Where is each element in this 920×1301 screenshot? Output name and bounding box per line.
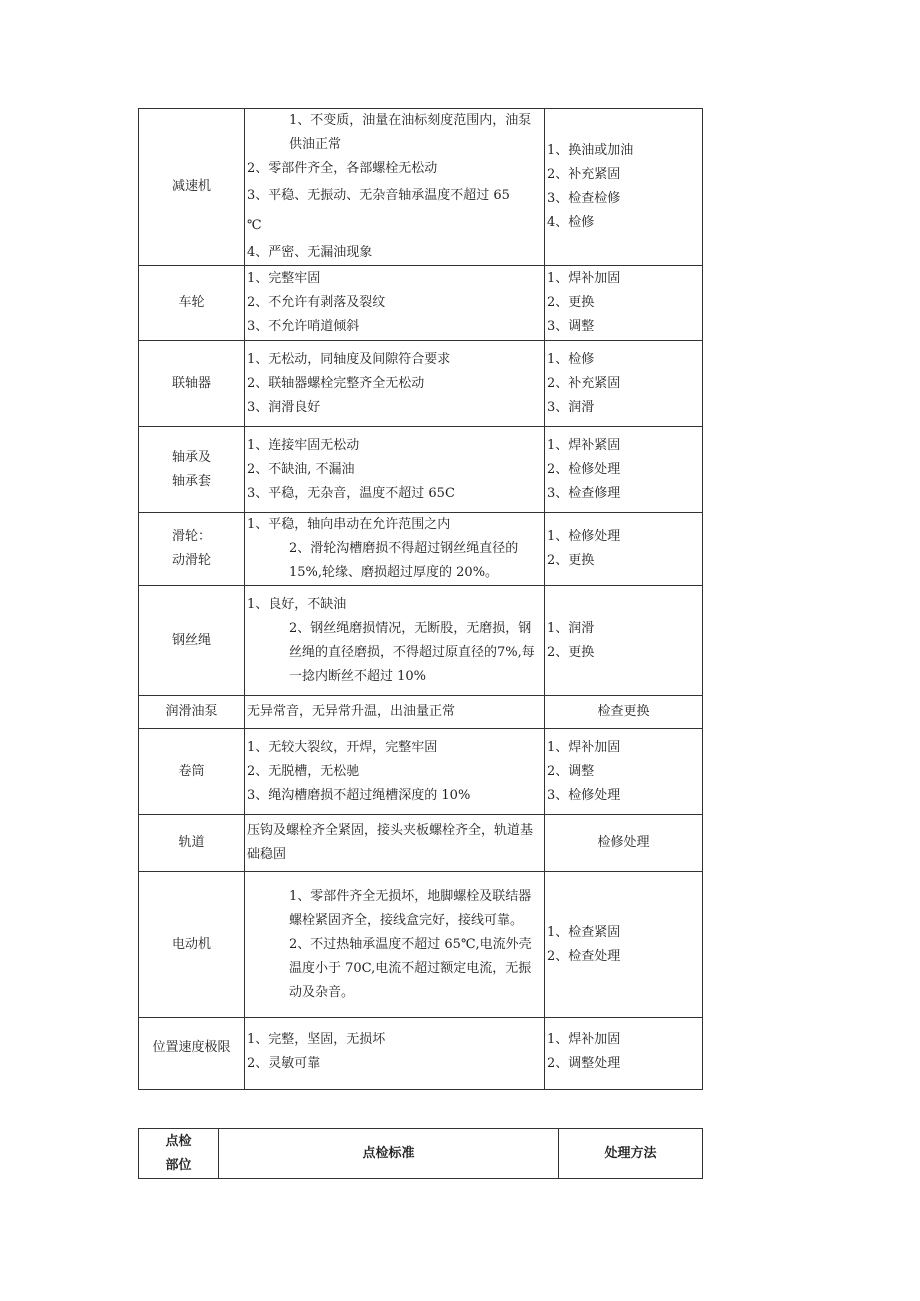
part-name: 卷筒 [178,763,205,779]
part-name: 轴承套 [171,473,211,489]
table-row [139,1018,703,1090]
part-name: 动滑轮 [171,553,211,568]
header-table [138,1128,703,1179]
method-line: 1、焊补加固 [547,271,621,286]
part-cell [139,1018,245,1090]
standard-line: 3、平稳、无振动、无杂音轴承温度不超过 65 ℃ [247,188,510,233]
method-line: 1、检修处理 [547,529,621,544]
method-line: 1、焊补加固 [547,739,621,755]
standard-line: 1、零部件齐全无损坏，地脚螺栓及联结器螺栓紧固齐全，接线盒完好，接线可靠。 [289,888,532,928]
method-line: 2、更换 [547,644,595,660]
standard-line: 压钩及螺栓齐全紧固，接头夹板螺栓齐全，轨道基础稳固 [247,823,534,862]
table-row [139,729,703,815]
standard-line: 3、润滑良好 [247,399,321,415]
method-cell [545,586,703,696]
table-row [139,266,703,341]
standard-line: 2、零部件齐全，各部螺栓无松动 [247,161,438,176]
standard-cell [245,109,545,266]
header-label: 处理方法 [604,1145,657,1161]
method-cell [545,1018,703,1090]
standard-cell [245,815,545,872]
method-line: 3、调整 [547,319,595,334]
method-line: 4、检修 [547,215,595,230]
table-row [139,815,703,872]
standard-line: 2、灵敏可靠 [247,1056,321,1071]
standard-cell [245,872,545,1018]
standard-cell [245,266,545,341]
part-cell [139,586,245,696]
table-row [139,109,703,266]
standard-cell [245,513,545,586]
header-standard [219,1129,559,1179]
method-line: 2、调整 [547,763,595,779]
method-cell [545,872,703,1018]
standard-line: 2、不允许有剥落及裂纹 [247,295,386,310]
header-label: 点检 [165,1133,192,1149]
method-cell [545,815,703,872]
standard-line: 2、不缺油, 不漏油 [247,461,355,477]
standard-line: 1、完整，坚固，无损坏 [247,1032,386,1047]
method-line: 检修处理 [597,835,650,850]
standard-cell [245,696,545,729]
standard-line: 3、绳沟槽磨损不超过绳槽深度的 10% [247,787,471,803]
standard-line: 1、良好，不缺油 [247,596,347,612]
method-line: 3、检查检修 [547,191,621,206]
method-cell [545,696,703,729]
inspection-table [138,108,703,1090]
method-cell [545,513,703,586]
standard-line: 1、平稳，轴向串动在允许范围之内 [247,517,451,532]
part-name: 轴承及 [171,449,211,465]
method-line: 2、补充紧固 [547,375,621,391]
standard-line: 1、无松动，同轴度及间隙符合要求 [247,351,451,367]
method-line: 2、检修处理 [547,461,621,477]
method-line: 2、更换 [547,295,595,310]
part-cell [139,109,245,266]
part-name: 滑轮： [171,529,211,544]
standard-cell [245,1018,545,1090]
part-name: 轨道 [178,835,205,850]
standard-cell [245,729,545,815]
method-cell [545,729,703,815]
part-cell [139,872,245,1018]
part-name: 电动机 [171,936,211,952]
standard-line: 3、不允许哨道倾斜 [247,319,360,334]
standard-line: 1、完整牢固 [247,271,321,286]
part-name: 钢丝绳 [171,632,211,648]
method-line: 2、检查处理 [547,948,621,964]
method-line: 1、检查紧固 [547,924,621,940]
part-name: 减速机 [171,179,211,194]
table-row [139,586,703,696]
method-line: 1、焊补加固 [547,1032,621,1047]
method-cell [545,341,703,427]
standard-cell [245,586,545,696]
header-label: 点检标准 [362,1145,415,1161]
standard-line: 4、严密、无漏油现象 [247,245,373,260]
table-row [139,513,703,586]
part-name: 车轮 [178,295,205,310]
part-name: 位置速度极限 [152,1040,231,1055]
table-row [139,696,703,729]
standard-line: 1、无较大裂纹，开焊，完整牢固 [247,739,438,755]
table-row [139,872,703,1018]
standard-line: 3、平稳，无杂音，温度不超过 65C [247,485,455,501]
standard-line: 2、无脱槽，无松驰 [247,763,360,779]
method-cell [545,109,703,266]
standard-line: 1、不变质，油量在油标刻度范围内，油泵供油正常 [289,113,532,152]
method-line: 1、焊补紧固 [547,437,621,453]
standard-line: 1、连接牢固无松动 [247,437,360,453]
method-line: 2、更换 [547,553,595,568]
standard-line: 2、联轴器螺栓完整齐全无松动 [247,375,425,391]
method-line: 2、补充紧固 [547,167,621,182]
standard-cell [245,341,545,427]
part-cell [139,427,245,513]
table-row [139,341,703,427]
part-name: 联轴器 [171,375,211,391]
method-line: 3、检修处理 [547,787,621,803]
header-method [559,1129,703,1179]
part-cell [139,266,245,341]
method-line: 2、调整处理 [547,1056,621,1071]
standard-line: 2、滑轮沟槽磨损不得超过钢丝绳直径的15%,轮缘、磨损超过厚度的 20%。 [289,541,519,580]
method-line: 3、检查修理 [547,485,621,501]
part-cell [139,341,245,427]
part-cell [139,696,245,729]
method-line: 1、换油或加油 [547,143,634,158]
part-cell [139,513,245,586]
part-name: 润滑油泵 [165,704,218,719]
method-line: 3、润滑 [547,399,595,415]
standard-line: 2、钢丝绳磨损情况，无断股，无磨损，钢丝绳的直径磨损，不得超过原直径的7%,每一捻内断丝不超过 10% [289,620,535,684]
header-row [139,1129,703,1179]
method-cell [545,427,703,513]
method-line: 1、润滑 [547,620,595,636]
method-line: 检查更换 [597,704,650,719]
header-part [139,1129,219,1179]
header-label: 部位 [165,1157,192,1173]
part-cell [139,815,245,872]
part-cell [139,729,245,815]
standard-cell [245,427,545,513]
standard-line: 2、不过热轴承温度不超过 65℃,电流外壳温度小于 70C,电流不超过额定电流，无振动及杂音。 [289,936,532,1000]
table-row [139,427,703,513]
standard-line: 无异常音，无异常升温，出油量正常 [247,704,456,719]
method-cell [545,266,703,341]
method-line: 1、检修 [547,351,595,367]
